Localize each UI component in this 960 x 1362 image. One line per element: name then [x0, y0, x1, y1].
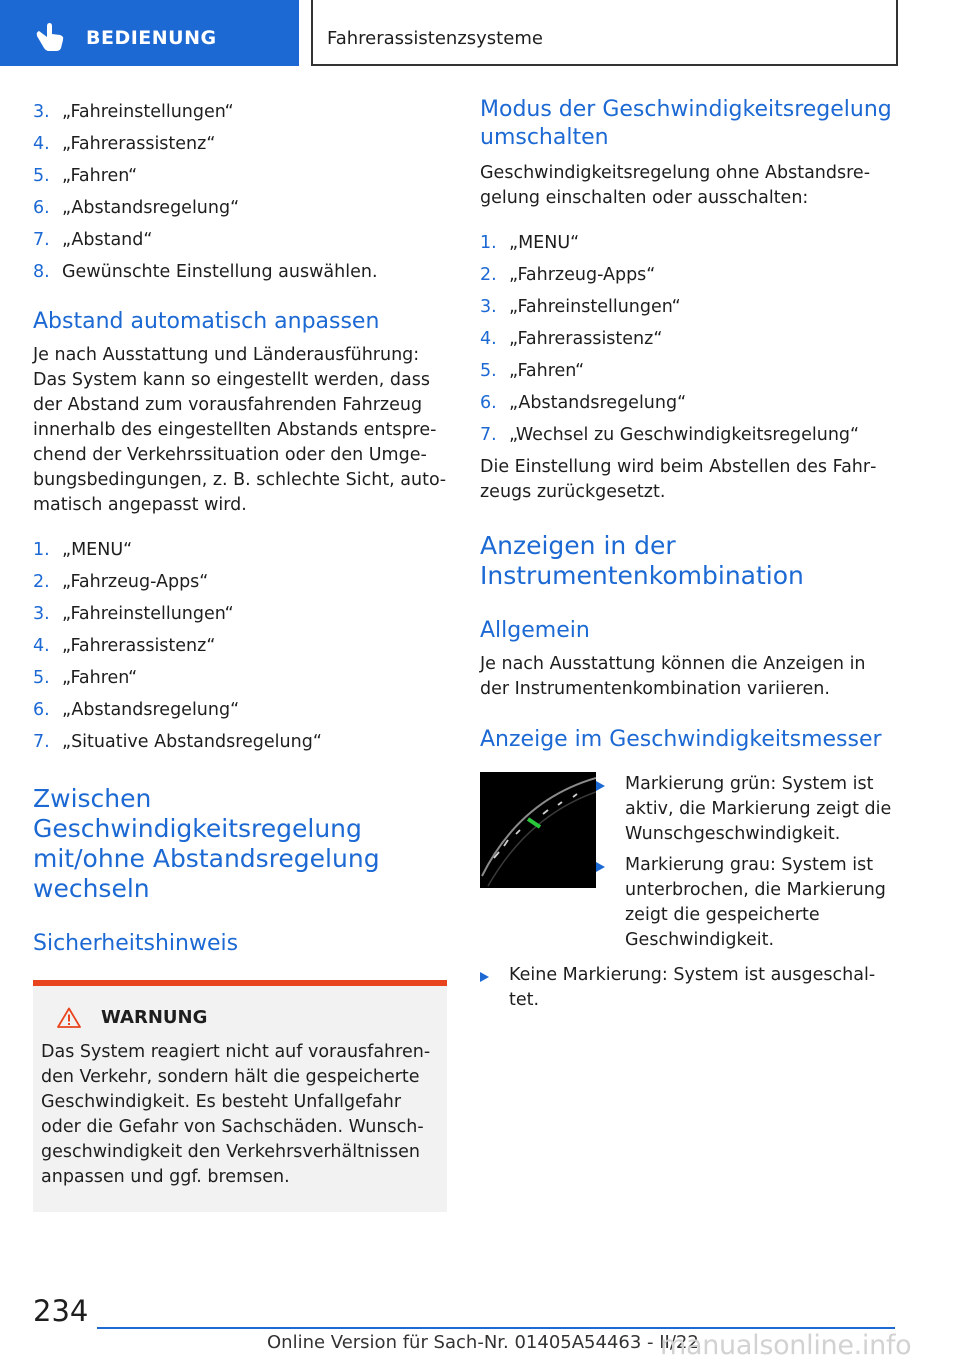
step-item [480, 419, 895, 451]
step-number: 8. [33, 262, 50, 282]
step-item [480, 323, 895, 355]
chapter-box [311, 0, 898, 66]
page-number: 234 [33, 1294, 89, 1328]
bullet-triangle-icon [480, 972, 489, 982]
bullet-item [596, 853, 895, 953]
step-text: „Fahrzeug-Apps“ [509, 265, 656, 285]
step-item [480, 355, 895, 387]
mode-steps [480, 227, 895, 451]
warning-triangle-icon [57, 1007, 81, 1028]
step-text: „Abstand“ [62, 230, 153, 250]
step-item [33, 566, 447, 598]
pointing-hand-icon [34, 22, 66, 52]
speedometer-section [480, 772, 895, 953]
step-item [33, 598, 447, 630]
section-tab [0, 0, 299, 66]
step-number: 7. [480, 425, 497, 445]
step-number: 3. [33, 102, 50, 122]
bullet-text: Keine Markierung: System ist ausgeschaltet. [509, 965, 876, 1010]
safety-heading: Sicherheitshinweis [33, 931, 239, 956]
step-item [33, 96, 447, 128]
bullet-triangle-icon [596, 862, 605, 872]
step-text: „Fahren“ [62, 166, 138, 186]
step-text: „Fahrerassistenz“ [509, 329, 663, 349]
mode-body: Geschwindigkeitsregelung ohne Abstandsregelung einschalten oder ausschalten: [480, 163, 871, 208]
step-number: 3. [480, 297, 497, 317]
speedometer-bullets [596, 772, 895, 953]
chapter-title: Fahrerassistenzsysteme [327, 28, 543, 49]
watermark: manualsonline.info [660, 1330, 912, 1361]
step-number: 5. [33, 668, 50, 688]
step-number: 6. [33, 198, 50, 218]
step-number: 3. [33, 604, 50, 624]
general-heading: Allgemein [480, 618, 590, 643]
general-body: Je nach Ausstattung können die Anzeigen in der Instrumentenkombination variieren. [480, 654, 866, 699]
step-text: „Fahreinstellungen“ [62, 102, 234, 122]
footer-divider [97, 1327, 895, 1329]
step-item [33, 128, 447, 160]
warning-title: WARNUNG [101, 1006, 208, 1028]
step-number: 4. [33, 134, 50, 154]
step-item [33, 160, 447, 192]
step-text: „Fahren“ [509, 361, 585, 381]
auto-distance-heading: Abstand automatisch anpassen [33, 309, 380, 334]
step-item [480, 259, 895, 291]
step-item [33, 662, 447, 694]
switch-heading: Zwischen Geschwindigkeitsregelung mit/ohne Abstandsregelung wechseln [33, 784, 380, 903]
step-item [480, 387, 895, 419]
step-text: „MENU“ [509, 233, 580, 253]
left-column [33, 96, 447, 1212]
step-text: „Fahreinstellungen“ [62, 604, 234, 624]
step-item [33, 224, 447, 256]
steps-list-continued [33, 96, 447, 288]
step-text: „MENU“ [62, 540, 133, 560]
section-title: BEDIENUNG [86, 27, 217, 49]
bullet-triangle-icon [596, 781, 605, 791]
page-header [0, 0, 960, 66]
step-text: „Abstandsregelung“ [62, 700, 240, 720]
step-number: 4. [480, 329, 497, 349]
step-item [33, 694, 447, 726]
speedometer-heading: Anzeige im Geschwindigkeitsmesser [480, 727, 882, 752]
step-number: 4. [33, 636, 50, 656]
right-column [480, 96, 895, 1013]
step-text: „Fahren“ [62, 668, 138, 688]
step-number: 2. [480, 265, 497, 285]
step-number: 1. [480, 233, 497, 253]
bullet-item [480, 963, 895, 1013]
step-item [480, 227, 895, 259]
step-item [33, 192, 447, 224]
step-text: „Fahrerassistenz“ [62, 636, 216, 656]
warning-header [41, 1004, 439, 1030]
step-number: 2. [33, 572, 50, 592]
step-number: 7. [33, 732, 50, 752]
speedometer-image [480, 772, 596, 888]
step-text: „Situative Abstandsregelung“ [62, 732, 322, 752]
step-number: 6. [33, 700, 50, 720]
step-item [33, 726, 447, 758]
step-text: „Wechsel zu Geschwindigkeitsregelung“ [509, 425, 860, 445]
bullet-text: Markierung grün: System ist aktiv, die Markierung zeigt die Wunschgeschwindigkeit. [625, 774, 892, 844]
display-heading: Anzeigen in der Instrumentenkombination [480, 531, 804, 590]
step-text: „Fahreinstellungen“ [509, 297, 681, 317]
warning-text: Das System reagiert nicht auf vorausfahrenden Verkehr, sondern hält die gespeicherte Geschwindigkeit. Es besteht Unfallgefahr oder die Gefahr von Sachschäden. Wunschgeschwindigkeit den Verkehrsverhältnissen anpassen und ggf. bremsen. [41, 1042, 431, 1187]
step-item [480, 291, 895, 323]
step-text: „Fahrzeug-Apps“ [62, 572, 209, 592]
step-item [33, 256, 447, 288]
warning-box [33, 980, 447, 1212]
auto-distance-body: Je nach Ausstattung und Länderausführung: Das System kann so eingestellt werden, dass der Abstand zum vorausfahrenden Fahrzeug innerhalb des eingestellten Abstands entsprechend der Verkehrssituation oder den Umgebungsbedingungen, z. B. schlechte Sicht, automatisch angepasst wird. [33, 345, 447, 515]
step-number: 7. [33, 230, 50, 250]
step-number: 5. [33, 166, 50, 186]
bullet-text: Markierung grau: System ist unterbrochen, die Markierung zeigt die gespeicherte Geschwindigkeit. [625, 855, 886, 950]
step-number: 1. [33, 540, 50, 560]
auto-distance-steps [33, 534, 447, 758]
bullet-item [596, 772, 895, 847]
step-text: Gewünschte Einstellung auswählen. [62, 262, 378, 282]
step-number: 6. [480, 393, 497, 413]
online-version-text: Online Version für Sach-Nr. 01405A54463 - II/22 [267, 1332, 699, 1353]
step-item [33, 534, 447, 566]
step-item [33, 630, 447, 662]
step-text: „Abstandsregelung“ [509, 393, 687, 413]
final-bullet-list [480, 963, 895, 1013]
step-text: „Fahrerassistenz“ [62, 134, 216, 154]
mode-heading: Modus der Geschwindigkeitsregelung umschalten [480, 97, 892, 150]
step-number: 5. [480, 361, 497, 381]
step-text: „Abstandsregelung“ [62, 198, 240, 218]
mode-after-text: Die Einstellung wird beim Abstellen des Fahrzeugs zurückgesetzt. [480, 457, 877, 502]
